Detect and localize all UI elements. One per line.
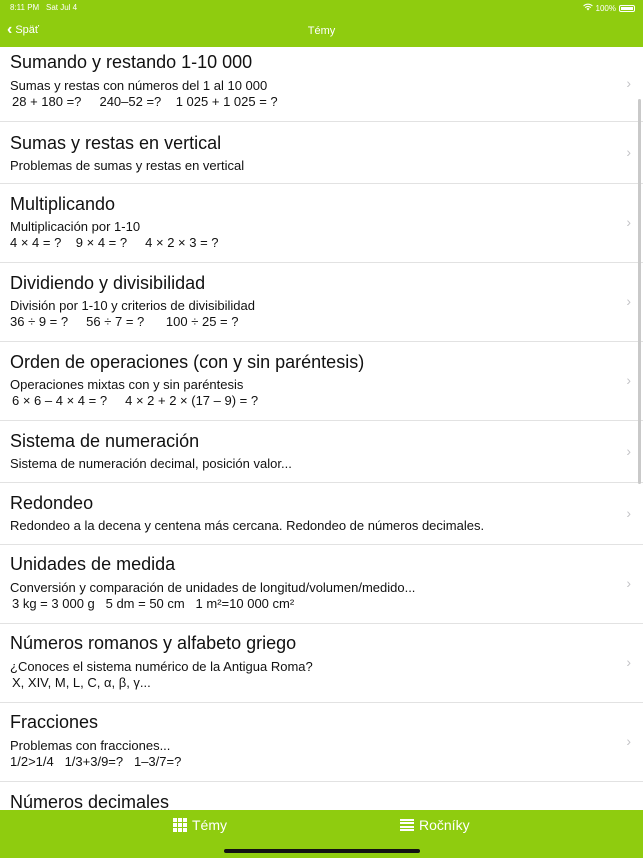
tab-rocniky[interactable]	[400, 817, 470, 833]
topic-example: 6 × 6 – 4 × 4 = ? 4 × 2 + 2 × (17 – 9) = ?	[12, 393, 259, 408]
wifi-icon	[583, 3, 593, 13]
tab-temy-label: Témy	[192, 817, 227, 833]
topic-row[interactable]	[0, 47, 643, 122]
list-icon	[400, 819, 414, 831]
grid-icon	[173, 818, 187, 832]
topic-title: Números decimales	[10, 792, 170, 810]
chevron-right-icon: ›	[626, 505, 631, 521]
nav-bar	[0, 16, 643, 47]
topic-subtitle: ¿Conoces el sistema numérico de la Antigua Roma?	[10, 659, 313, 674]
status-bar	[0, 0, 643, 16]
topic-title: Multiplicando	[10, 194, 116, 214]
topic-subtitle: Multiplicación por 1-10	[10, 219, 141, 234]
topic-row[interactable]	[0, 545, 643, 624]
scrollbar[interactable]	[638, 99, 641, 484]
back-label: Späť	[15, 24, 40, 36]
topic-row[interactable]	[0, 184, 643, 263]
chevron-right-icon: ›	[626, 75, 631, 91]
topic-example: 28 + 180 =? 240–52 =? 1 025 + 1 025 = ?	[12, 94, 278, 109]
topic-row[interactable]	[0, 421, 643, 483]
topic-subtitle: División por 1-10 y criterios de divisibilidad	[10, 298, 255, 313]
topic-example: 3 kg = 3 000 g 5 dm = 50 cm 1 m²=10 000 cm²	[12, 596, 295, 611]
topic-title: Sumando y restando 1-10 000	[10, 52, 253, 72]
chevron-right-icon: ›	[626, 293, 631, 309]
battery-icon	[619, 5, 635, 12]
topic-example: 1/2>1/4 1/3+3/9=? 1–3/7=?	[10, 754, 182, 769]
topic-subtitle: Problemas con fracciones...	[10, 738, 171, 753]
topic-title: Números romanos y alfabeto griego	[10, 633, 297, 653]
topic-title: Redondeo	[10, 493, 94, 513]
chevron-right-icon: ›	[626, 575, 631, 591]
status-time: 8:11 PM	[10, 3, 40, 12]
status-date: Sat Jul 4	[46, 3, 78, 12]
chevron-right-icon: ›	[626, 733, 631, 749]
tab-rocniky-label: Ročníky	[419, 817, 470, 833]
topic-subtitle: Conversión y comparación de unidades de longitud/volumen/medido...	[10, 580, 416, 595]
topic-example: X, XIV, M, L, C, α, β, γ...	[12, 675, 151, 690]
chevron-right-icon: ›	[626, 654, 631, 670]
topic-example: 4 × 4 = ? 9 × 4 = ? 4 × 2 × 3 = ?	[10, 235, 219, 250]
topic-title: Sumas y restas en vertical	[10, 133, 222, 153]
topic-title: Orden de operaciones (con y sin paréntesis)	[10, 352, 365, 372]
topic-subtitle: Redondeo a la decena y centena más cercana. Redondeo de números decimales.	[10, 518, 485, 533]
chevron-right-icon: ›	[626, 144, 631, 160]
page-title: Témy	[307, 25, 336, 37]
chevron-right-icon: ›	[626, 372, 631, 388]
battery-text: 100%	[595, 3, 616, 13]
chevron-left-icon: ‹	[7, 21, 13, 38]
topic-example: 36 ÷ 9 = ? 56 ÷ 7 = ? 100 ÷ 25 = ?	[10, 314, 239, 329]
topic-subtitle: Sistema de numeración decimal, posición valor...	[10, 456, 292, 471]
topic-title: Sistema de numeración	[10, 431, 200, 451]
topic-subtitle: Problemas de sumas y restas en vertical	[10, 158, 245, 173]
topic-row[interactable]	[0, 342, 643, 421]
topic-row[interactable]	[0, 483, 643, 545]
chevron-right-icon: ›	[626, 443, 631, 459]
home-indicator	[224, 849, 420, 853]
topic-row[interactable]	[0, 624, 643, 703]
tab-temy[interactable]	[173, 817, 227, 833]
chevron-right-icon: ›	[626, 214, 631, 230]
topic-title: Unidades de medida	[10, 554, 176, 574]
topics-list[interactable]	[0, 47, 643, 810]
topic-subtitle: Sumas y restas con números del 1 al 10 000	[10, 78, 268, 93]
topic-subtitle: Operaciones mixtas con y sin paréntesis	[10, 377, 244, 392]
topic-title: Dividiendo y divisibilidad	[10, 273, 206, 293]
topic-row[interactable]	[0, 782, 643, 810]
topic-row[interactable]	[0, 703, 643, 782]
status-right	[583, 3, 635, 13]
topic-row[interactable]	[0, 263, 643, 342]
topic-row[interactable]	[0, 122, 643, 184]
topic-title: Fracciones	[10, 712, 99, 732]
